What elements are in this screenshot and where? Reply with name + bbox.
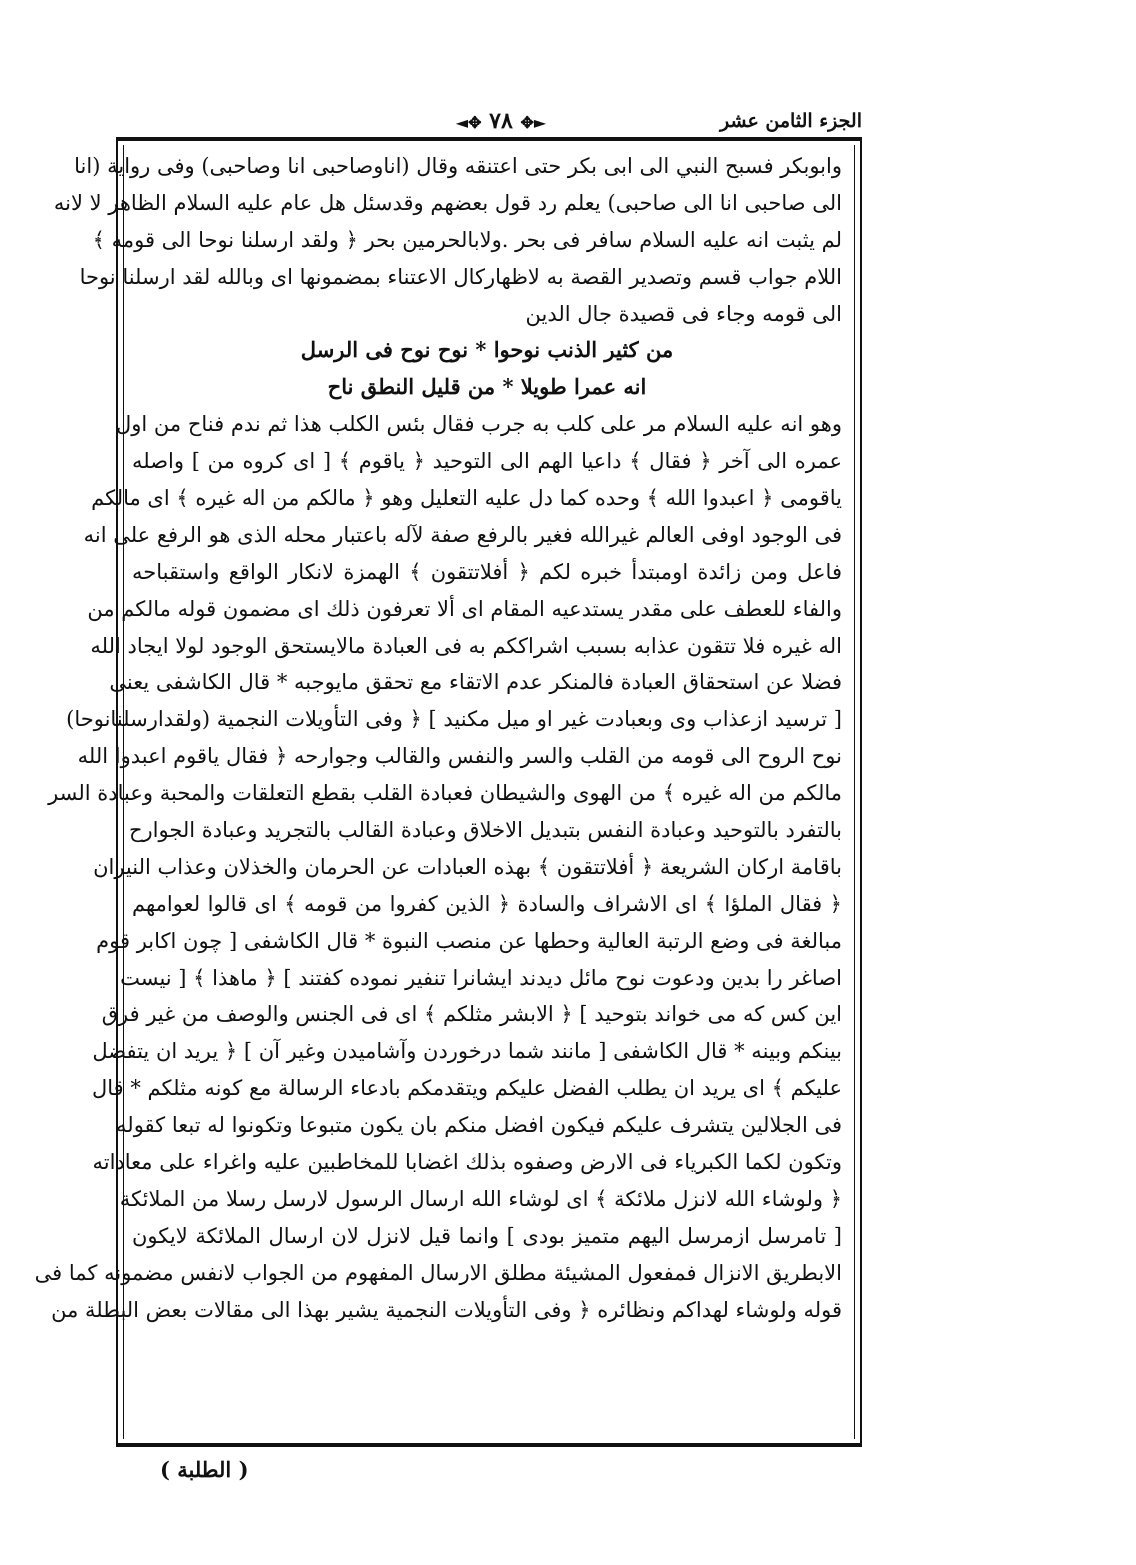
text-line: وابوبكر فسبح النبي الى ابى بكر حتى اعتنقه وقال (اناوصاحبى انا وصاحبى) وفى رواية (انا bbox=[74, 154, 842, 178]
text-line: فاعل ومن زائدة اومبتدأ خبره لكم ﴿ أفلاتتقون ﴾ الهمزة لانكار الواقع واستقباحه bbox=[132, 559, 842, 584]
text-line: اله غيره فلا تتقون عذابه بسبب اشراككم به فى العبادة مالايستحق الوجود لولا ايجاد الله bbox=[90, 633, 842, 658]
page-number bbox=[446, 108, 556, 134]
running-head: الجزء الثامن عشر bbox=[720, 110, 862, 132]
text-line: الى صاحبى انا الى صاحبى) يعلم رد قول بعضهم وقدسئل هل عام عليه السلام الظاهر لا لانه bbox=[53, 190, 842, 215]
text-line: عليكم ﴾ اى يريد ان يطلب الفضل عليكم ويتقدمكم بادعاء الرسالة مع كونه مثلكم * قال bbox=[91, 1076, 842, 1101]
text-line: ﴿ ولوشاء الله لانزل ملائكة ﴾ اى لوشاء الله ارسال الرسول لارسل رسلا من الملائكة bbox=[119, 1186, 842, 1211]
text-line: الى قومه وجاء فى قصيدة جال الدين bbox=[525, 301, 842, 326]
page-number-value: ٧٨ bbox=[489, 108, 513, 134]
text-line: اصاغر را بدين ودعوت نوح مائل ديدند ايشانرا تنفير نموده كفتند ] ﴿ ماهذا ﴾ [ نيست bbox=[120, 965, 842, 990]
text-line: مبالغة فى وضع الرتبة العالية وحطها عن منصب النبوة * قال الكاشفى [ چون اكابر قوم bbox=[96, 928, 842, 953]
verse-line: من كثير الذنب نوحوا * نوح نوح فى الرسل bbox=[300, 337, 674, 363]
text-line: فى الجلالين يتشرف عليكم فيكون افضل منكم بان يكون متبوعا وتكونوا له تبعا كقوله bbox=[116, 1113, 842, 1138]
text-line: [ ترسيد ازعذاب وى وبعبادت غير او ميل مكنيد ] ﴿ وفى التأويلات النجمية (ولقدارسلنانوحا) bbox=[66, 707, 842, 732]
text-line: وهو انه عليه السلام مر على كلب به جرب فقال بئس الكلب هذا ثم ندم فناح من اول bbox=[116, 412, 842, 437]
text-line: ﴿ فقال الملؤا ﴾ اى الاشراف والسادة ﴿ الذين كفروا من قومه ﴾ اى قالوا لعوامهم bbox=[132, 891, 842, 916]
text-line: اين كس كه مى خواند بتوحيد ] ﴿ الابشر مثلكم ﴾ اى فى الجنس والوصف من غير فرق bbox=[101, 1002, 842, 1027]
text-line: ياقومى ﴿ اعبدوا الله ﴾ وحده كما دل عليه التعليل وهو ﴿ مالكم من اله غيره ﴾ اى مالكم bbox=[91, 486, 842, 511]
main-text-block bbox=[34, 148, 842, 1329]
text-line: لم يثبت انه عليه السلام سافر فى بحر .ولابالحرمين بحر ﴿ ولقد ارسلنا نوحا الى قومه ﴾ bbox=[92, 227, 842, 252]
text-line: عمره الى آخر ﴿ فقال ﴾ داعيا الهم الى التوحيد ﴿ ياقوم ﴾ [ اى كروه من ] واصله bbox=[132, 449, 842, 474]
verse-line: انه عمرا طويلا * من قليل النطق ناح bbox=[327, 374, 647, 400]
page-header bbox=[116, 108, 862, 136]
text-line: فى الوجود اوفى العالم غيرالله فغير بالرفع صفة لآله باعتبار محله الذى هو الرفع على انه bbox=[83, 522, 842, 547]
text-line: بالتفرد بالتوحيد وعبادة النفس بتبديل الاخلاق وعبادة القالب بالتجريد وعبادة الجوارح bbox=[128, 818, 842, 843]
text-line: مالكم من اله غيره ﴾ من الهوى والشيطان فعبادة القلب بقطع التعلقات والمحبة وعبادة السر bbox=[48, 781, 842, 806]
text-line: [ تامرسل ازمرسل اليهم متميز بودى ] وانما قيل لانزل لان ارسال الملائكة لايكون bbox=[132, 1223, 842, 1248]
text-line: والفاء للعطف على مقدر يستدعيه المقام اى ألا تعرفون ذلك اى مضمون قوله مالكم من bbox=[87, 596, 842, 621]
text-line: قوله ولوشاء لهداكم ونظائره ﴿ وفى التأويلات النجمية يشير بهذا الى مقالات بعض البطلة من bbox=[51, 1297, 842, 1322]
text-line: اللام جواب قسم وتصدير القصة به لاظهاركال الاعتناء بمضمونها اى وبالله لقد ارسلنا نوحا bbox=[79, 264, 842, 289]
text-line: باقامة اركان الشريعة ﴿ أفلاتتقون ﴾ بهذه العبادات عن الحرمان والخذلان وعذاب النيران bbox=[93, 854, 842, 879]
ornament-left-icon: ◄✥ bbox=[455, 113, 482, 132]
text-line: وتكون لكما الكبرياء فى الارض وصفوه بذلك اغضابا للمخاطبين عليه واغراء على معاداته bbox=[92, 1150, 842, 1175]
text-line: الابطريق الانزال فمفعول المشيئة مطلق الارسال المفهوم من الجواب لانفس مضمونه كما فى bbox=[34, 1260, 842, 1285]
text-line: نوح الروح الى قومه من القلب والسر والنفس والقالب وجوارحه ﴿ فقال ياقوم اعبدوا الله bbox=[77, 744, 842, 769]
catchword: ( الطلبة ) bbox=[160, 1457, 249, 1482]
text-line: بينكم وبينه * قال الكاشفى [ مانند شما درخوردن وآشاميدن وغير آن ] ﴿ يريد ان يتفضل bbox=[92, 1039, 842, 1064]
ornament-right-icon: ✥► bbox=[520, 113, 547, 132]
text-line: فضلا عن استحقاق العبادة فالمنكر عدم الاتقاء مع تحقق مايوجبه * قال الكاشفى يعنى bbox=[109, 670, 842, 695]
